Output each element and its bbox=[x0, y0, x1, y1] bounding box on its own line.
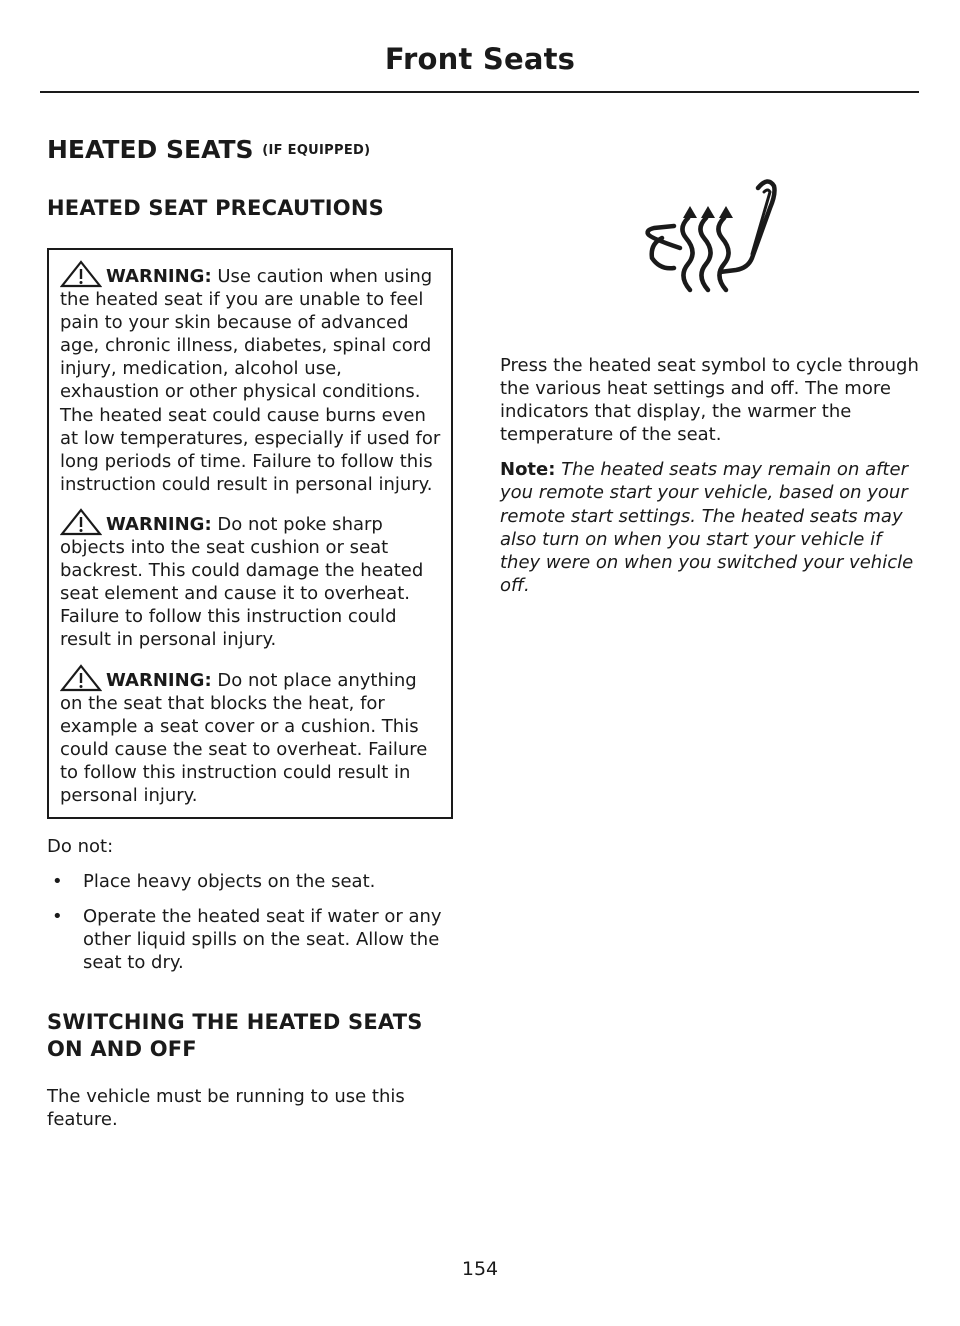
note bbox=[500, 458, 920, 597]
section-title-suffix: (IF EQUIPPED) bbox=[262, 143, 371, 158]
warning-1-label: WARNING: bbox=[106, 266, 212, 287]
page-number: 154 bbox=[461, 1258, 499, 1280]
warning-2-text: Do not poke sharp objects into the seat cushion or seat backrest. This could damage the heated seat element and cause it to overheat. Failure to follow this instruction could result in personal injury. bbox=[60, 513, 424, 651]
left-column bbox=[47, 130, 459, 1131]
warning-triangle-icon bbox=[60, 260, 102, 288]
list-item: • Operate the heated seat if water or any other liquid spills on the seat. Allow the seat to dry. bbox=[47, 905, 459, 974]
page-header-title: Front Seats bbox=[384, 42, 576, 76]
heated-seat-icon bbox=[640, 168, 780, 298]
switching-heading: SWITCHING THE HEATED SEATS ON AND OFF bbox=[47, 1009, 423, 1061]
precautions-heading: HEATED SEAT PRECAUTIONS bbox=[47, 196, 384, 220]
warning-triangle-icon bbox=[60, 508, 102, 536]
warning-1-text: Use caution when using the heated seat if you are unable to feel pain to your skin because of advanced age, chronic illness, diabetes, spinal cord injury, medication, alcohol use, exhaustion or other physical conditions. The heated seat could cause burns even at low temperatures, especially if used for long periods of time. Failure to follow this instruction could result in personal injury. bbox=[60, 266, 441, 495]
note-text: The heated seats may remain on after you remote start your vehicle, based on your remote start settings. The heated seats may also turn on when you start your vehicle if they were on when you switched your vehicle off. bbox=[500, 459, 914, 596]
warning-1 bbox=[60, 260, 443, 496]
warning-3-text: Do not place anything on the seat that blocks the heat, for example a seat cover or a cushion. This could cause the seat to overheat. Failure to follow this instruction could result in personal injury. bbox=[60, 669, 428, 806]
warning-3 bbox=[60, 664, 443, 808]
right-column bbox=[500, 168, 920, 597]
warning-2 bbox=[60, 508, 443, 652]
warning-triangle-icon bbox=[60, 664, 102, 692]
note-label: Note: bbox=[500, 459, 556, 481]
do-not-list bbox=[47, 870, 459, 974]
list-item: • Place heavy objects on the seat. bbox=[47, 870, 459, 893]
section-title-text: HEATED SEATS bbox=[47, 135, 254, 164]
warning-3-label: WARNING: bbox=[106, 669, 212, 691]
switching-instruction: Press the heated seat symbol to cycle through the various heat settings and off. The more indicators that display, the warmer the temperature of the seat. bbox=[500, 355, 919, 446]
do-not-intro: Do not: bbox=[47, 836, 114, 858]
warnings-box bbox=[47, 248, 453, 819]
section-title bbox=[47, 130, 459, 171]
switching-intro: The vehicle must be running to use this feature. bbox=[47, 1085, 405, 1130]
header-divider bbox=[40, 91, 919, 93]
warning-2-label: WARNING: bbox=[106, 513, 212, 535]
